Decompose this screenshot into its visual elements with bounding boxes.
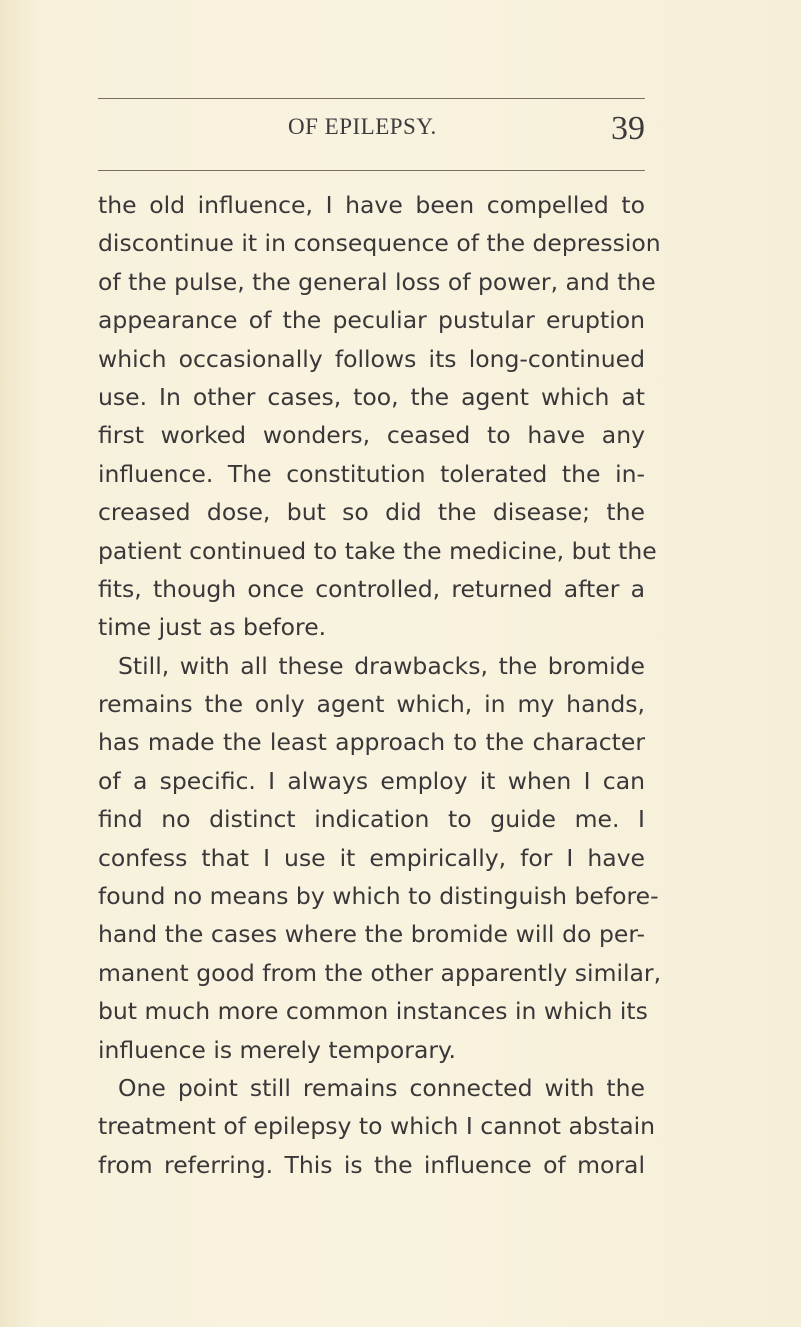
text-line: which occasionally follows its long-continued (98, 344, 645, 373)
text-line: confess that I use it empirically, for I have (98, 843, 645, 872)
text-line: influence. The constitution tolerated the in- (98, 459, 645, 488)
text-line: discontinue it in consequence of the depression (98, 229, 661, 258)
text-line: One point still remains connected with the (118, 1073, 645, 1102)
text-line: has made the least approach to the character (98, 728, 645, 757)
header-rule-bottom (98, 170, 645, 171)
text-line: use. In other cases, too, the agent which at (98, 382, 645, 411)
text-line: the old influence, I have been compelled to (98, 191, 645, 219)
text-line: manent good from the other apparently similar, (98, 958, 662, 987)
text-line: hand the cases where the bromide will do per- (98, 920, 645, 949)
text-line: find no distinct indication to guide me. I (98, 805, 645, 834)
text-line: Still, with all these drawbacks, the bromide (118, 651, 645, 680)
text-line: treatment of epilepsy to which I cannot abstain (98, 1112, 656, 1141)
text-line: creased dose, but so did the disease; the (98, 498, 645, 527)
text-line: appearance of the peculiar pustular eruption (98, 306, 645, 335)
text-line: patient continued to take the medicine, but the (98, 536, 657, 565)
text-line: of the pulse, the general loss of power, and the (98, 267, 656, 296)
running-title: OF EPILEPSY. (288, 114, 437, 139)
text-line: found no means by which to distinguish before- (98, 882, 659, 911)
text-line: remains the only agent which, in my hands, (98, 690, 645, 719)
text-line: first worked wonders, ceased to have any (98, 421, 645, 450)
text-line: fits, though once controlled, returned after a (98, 574, 645, 603)
running-head (98, 112, 645, 156)
text-line: of a specific. I always employ it when I can (98, 766, 645, 795)
header-rule-top (98, 98, 645, 99)
page-number: 39 (611, 110, 645, 147)
text-line: time just as before. (98, 613, 327, 642)
body-text (98, 186, 662, 1184)
text-line: from referring. This is the influence of moral (98, 1150, 645, 1179)
text-line: but much more common instances in which its (98, 997, 648, 1026)
text-line: influence is merely temporary. (98, 1035, 457, 1064)
